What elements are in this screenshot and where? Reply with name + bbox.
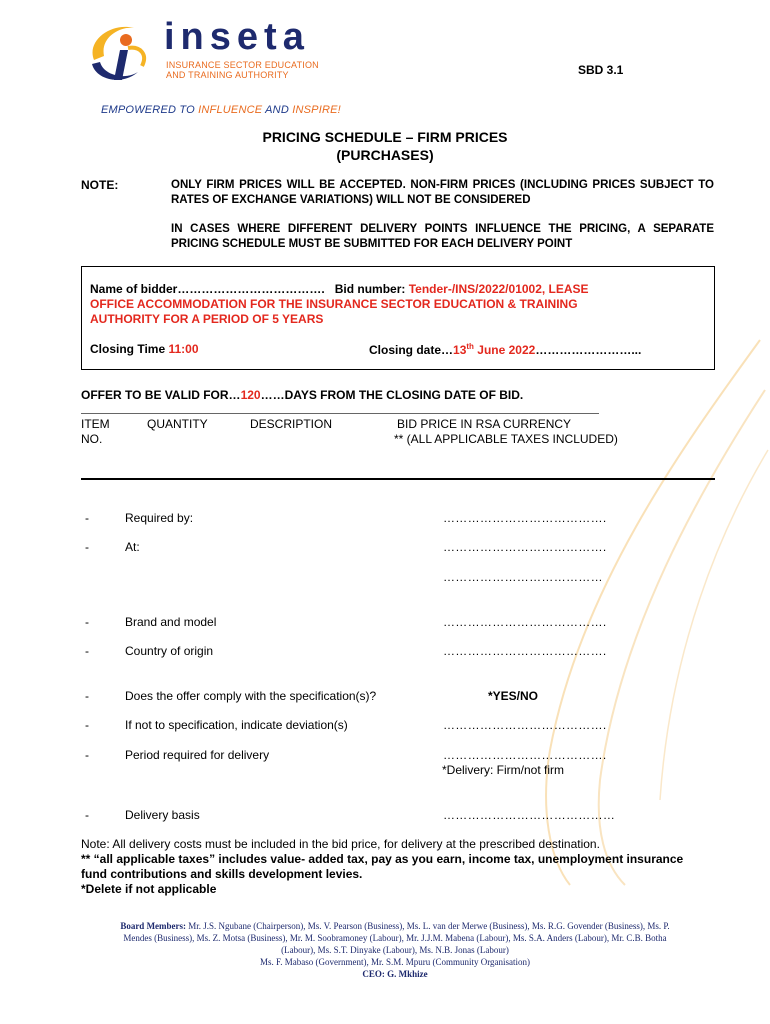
tagline: EMPOWERED TO INFLUENCE AND INSPIRE! bbox=[101, 104, 341, 116]
col-price-note: ** (ALL APPLICABLE TAXES INCLUDED) bbox=[394, 432, 618, 446]
footer-ceo: CEO: G. Mkhize bbox=[362, 969, 428, 979]
page-title-line1: PRICING SCHEDULE – FIRM PRICES bbox=[262, 129, 508, 145]
page-title bbox=[0, 128, 770, 164]
divider-top bbox=[81, 413, 599, 414]
delete-note: *Delete if not applicable bbox=[81, 882, 217, 896]
col-item: ITEM bbox=[81, 417, 110, 431]
page-title-line2: (PURCHASES) bbox=[336, 147, 434, 163]
logo-mark-icon bbox=[82, 20, 162, 86]
taxes-note-2: fund contributions and skills development levies. bbox=[81, 867, 363, 881]
col-price: BID PRICE IN RSA CURRENCY bbox=[397, 417, 572, 431]
logo-subtitle-1: INSURANCE SECTOR EDUCATION bbox=[166, 60, 319, 70]
bid-description-line2: OFFICE ACCOMMODATION FOR THE INSURANCE SECTOR EDUCATION & TRAINING bbox=[90, 297, 578, 311]
closing-time: Closing Time 11:00 bbox=[90, 342, 199, 356]
col-no: NO. bbox=[81, 432, 103, 446]
bid-description-line3: AUTHORITY FOR A PERIOD OF 5 YEARS bbox=[90, 312, 324, 326]
watermark-swoosh bbox=[380, 330, 770, 890]
logo bbox=[82, 18, 322, 88]
col-description: DESCRIPTION bbox=[250, 417, 333, 431]
logo-wordmark: inseta bbox=[164, 16, 310, 58]
note-label: NOTE: bbox=[81, 178, 119, 192]
divider-main bbox=[81, 478, 715, 480]
delivery-note: Note: All delivery costs must be included in the bid price, for delivery at the prescribed destination. bbox=[81, 837, 600, 851]
bidder-name-field: Name of bidder………………………………. Bid number: Tender-/INS/2022/01002, LEASE bbox=[90, 282, 589, 296]
col-quantity: QUANTITY bbox=[147, 417, 208, 431]
form-code: SBD 3.1 bbox=[578, 63, 624, 77]
footer-board-members: Board Members: Mr. J.S. Ngubane (Chairperson), Ms. V. Pearson (Business), Ms. L. van der Merwe (Business), Ms. R.G. Govender (Business), Ms. P. Mendes (Business), Ms. Z. Motsa (Business), Mr. M. Soobramoney (Labour), Mr. J.J.M. Mabena (Labour), Ms. S.A. Anders (Labour), Mr. C.B. Botha (Labour), Ms. S.T. Dinyake (Labour), Ms. N.B. Jonas (Labour) Ms. F. Mabaso (Government), Mr. S.M. Mpuru (Community Organisation) CEO: G. Mkhize bbox=[60, 920, 730, 980]
note-paragraph-1: ONLY FIRM PRICES WILL BE ACCEPTED. NON-FIRM PRICES (INCLUDING PRICES SUBJECT TO RATES OF EXCHANGE VARIATIONS) WILL NOT BE CONSIDERED bbox=[171, 179, 714, 206]
offer-validity: OFFER TO BE VALID FOR…120……DAYS FROM THE CLOSING DATE OF BID. bbox=[81, 388, 524, 402]
taxes-note-1: ** “all applicable taxes” includes value- added tax, pay as you earn, income tax, unemployment insurance bbox=[81, 852, 684, 866]
closing-date: Closing date…13th June 2022……………………... bbox=[369, 342, 642, 357]
logo-subtitle-2: AND TRAINING AUTHORITY bbox=[166, 70, 289, 80]
note-paragraph-2: IN CASES WHERE DIFFERENT DELIVERY POINTS INFLUENCE THE PRICING, A SEPARATE PRICING SCHEDULE MUST BE SUBMITTED FOR EACH DELIVERY POINT bbox=[171, 223, 714, 250]
